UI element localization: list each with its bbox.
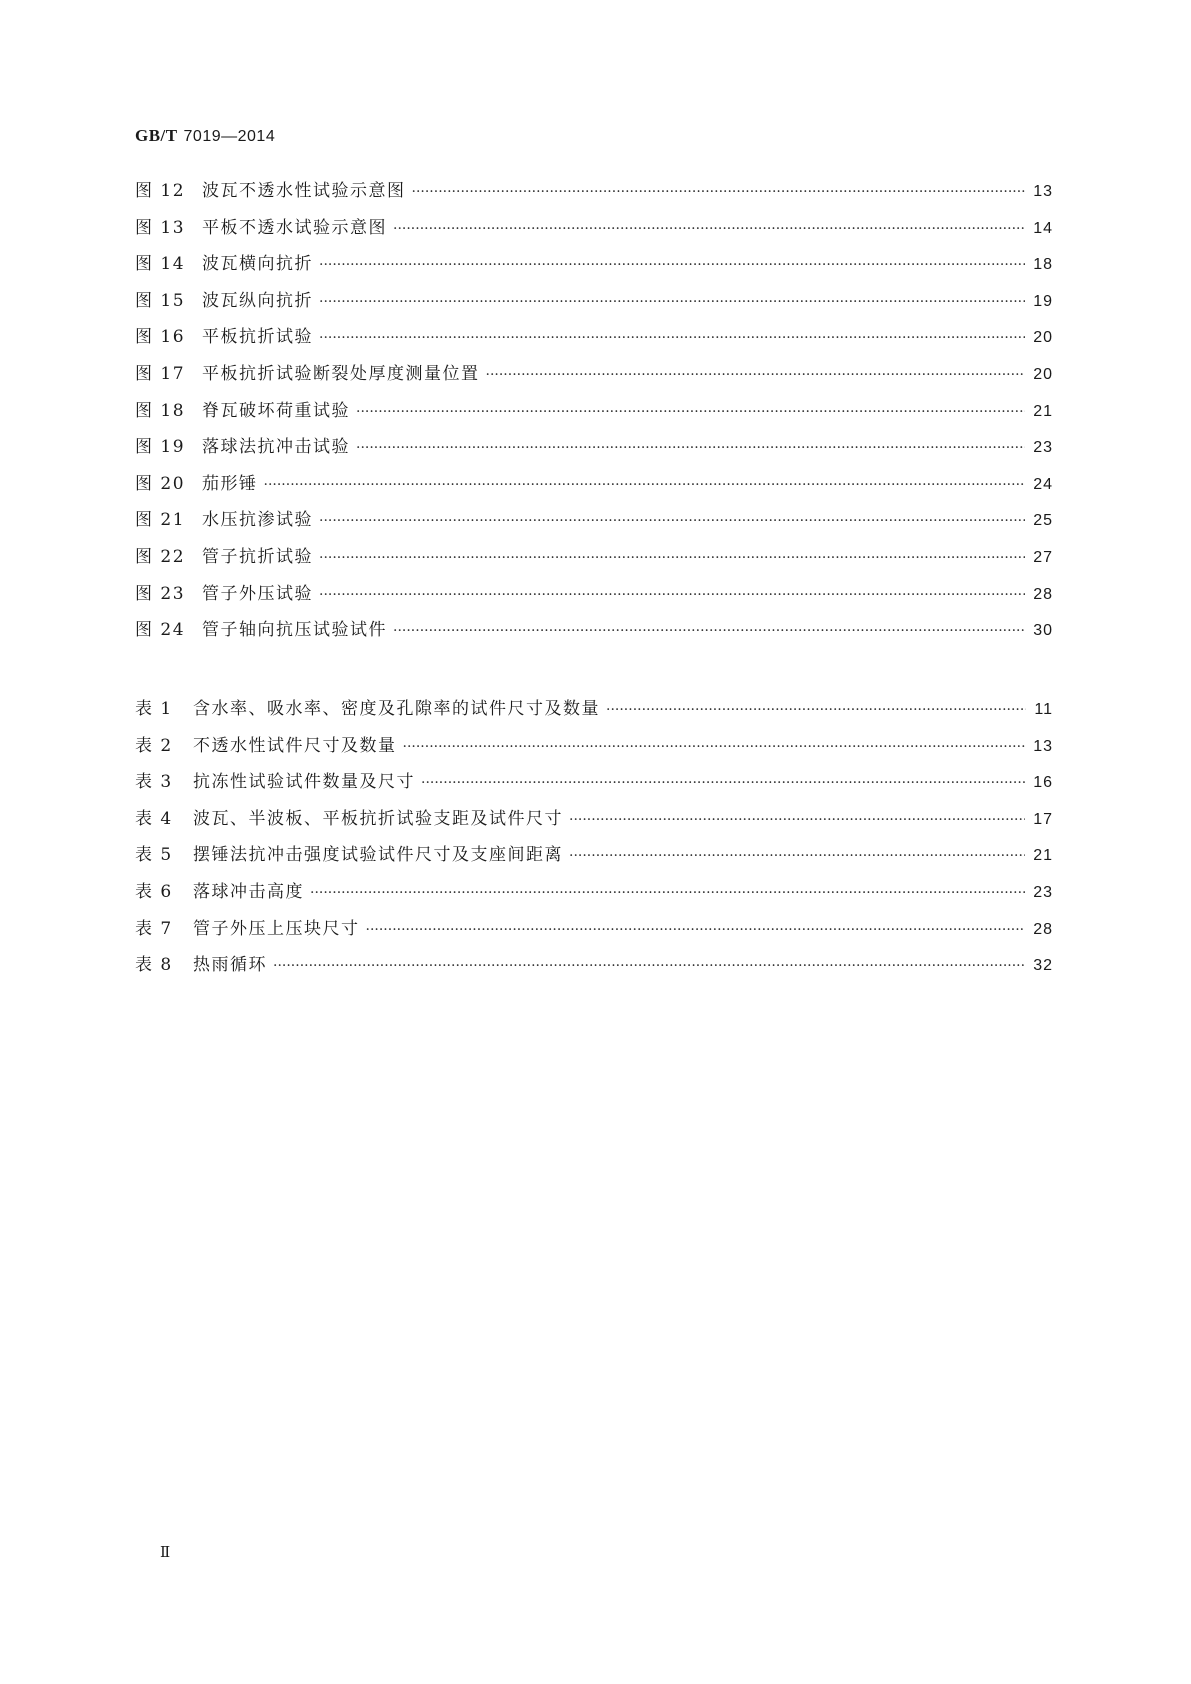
standard-number: 7019—2014 <box>183 128 276 145</box>
toc-entry-title: 摆锤法抗冲击强度试验试件尺寸及支座间距离 <box>193 845 563 866</box>
toc-leader-dots <box>569 848 1025 864</box>
toc-entry-page: 27 <box>1033 548 1053 566</box>
toc-leader-dots <box>319 257 1025 273</box>
toc-entry-page: 20 <box>1033 365 1053 383</box>
toc-entry-table[interactable] <box>135 840 1053 877</box>
toc-entry-title: 平板不透水试验示意图 <box>202 217 387 238</box>
toc-entry-page: 20 <box>1033 329 1053 347</box>
toc-entry-title: 管子抗折试验 <box>202 546 313 567</box>
toc-entry-figure[interactable] <box>135 505 1053 542</box>
toc-entry-title: 管子外压试验 <box>202 583 313 604</box>
toc-entry-page: 28 <box>1033 920 1053 938</box>
toc-entry-title: 平板抗折试验 <box>202 327 313 348</box>
toc-entry-title: 落球法抗冲击试验 <box>202 437 350 458</box>
toc-entry-label: 表 3 <box>135 772 173 793</box>
toc-leader-dots <box>486 367 1026 383</box>
toc-entry-title: 波瓦横向抗折 <box>202 254 313 275</box>
toc-entry-label: 图 20 <box>135 473 186 494</box>
toc-entry-label: 表 4 <box>135 808 173 829</box>
toc-entry-page: 18 <box>1033 256 1053 274</box>
toc-entry-title: 波瓦、半波板、平板抗折试验支距及试件尺寸 <box>193 808 563 829</box>
toc-entry-page: 13 <box>1033 183 1053 200</box>
toc-entry-title: 管子轴向抗压试验试件 <box>202 620 387 641</box>
toc-leader-dots <box>310 885 1025 901</box>
toc-entry-figure[interactable] <box>135 615 1053 652</box>
toc-leader-dots <box>403 739 1026 755</box>
toc-entry-page: 30 <box>1033 622 1053 640</box>
toc-entry-page: 23 <box>1033 883 1053 901</box>
toc-entry-title: 平板抗折试验断裂处厚度测量位置 <box>202 363 480 384</box>
toc-entry-label: 图 19 <box>135 437 186 458</box>
toc-entry-figure[interactable] <box>135 432 1053 469</box>
toc-entry-title: 含水率、吸水率、密度及孔隙率的试件尺寸及数量 <box>193 699 600 719</box>
toc-entry-label: 图 14 <box>135 254 186 275</box>
toc-entry-label: 图 24 <box>135 620 186 641</box>
toc-entry-label: 表 5 <box>135 845 173 866</box>
toc-entry-title: 热雨循环 <box>193 955 267 976</box>
figure-list <box>135 176 1053 652</box>
toc-entry-label: 图 16 <box>135 327 186 348</box>
toc-entry-table[interactable] <box>135 950 1053 987</box>
toc-entry-title: 茄形锤 <box>202 473 258 494</box>
toc-entry-label: 表 2 <box>135 735 173 756</box>
toc-entry-label: 图 17 <box>135 363 186 384</box>
toc-entry-page: 28 <box>1033 585 1053 603</box>
toc-entry-label: 图 12 <box>135 181 186 201</box>
toc-entry-table[interactable] <box>135 877 1053 914</box>
toc-leader-dots <box>273 958 1025 974</box>
toc-leader-dots <box>356 440 1025 456</box>
standard-code: GB/T <box>135 126 178 145</box>
toc-leader-dots <box>412 184 1026 200</box>
toc-entry-page: 11 <box>1034 701 1053 718</box>
toc-entry-title: 波瓦不透水性试验示意图 <box>202 181 406 201</box>
toc-entry-label: 表 1 <box>135 699 173 719</box>
toc-entry-figure[interactable] <box>135 396 1053 433</box>
toc-entry-figure[interactable] <box>135 359 1053 396</box>
toc-entry-label: 表 8 <box>135 955 173 976</box>
toc-entry-page: 21 <box>1033 847 1053 865</box>
toc-entry-page: 17 <box>1033 810 1053 828</box>
toc-leader-dots <box>393 221 1025 237</box>
toc-entry-figure[interactable] <box>135 542 1053 579</box>
toc-leader-dots <box>319 513 1025 529</box>
toc-entry-label: 图 18 <box>135 400 186 421</box>
toc-leader-dots <box>264 477 1026 493</box>
toc-entry-label: 表 7 <box>135 918 173 939</box>
toc-leader-dots <box>356 404 1025 420</box>
toc-entry-table[interactable] <box>135 804 1053 841</box>
toc-entry-page: 25 <box>1033 512 1053 530</box>
toc-entry-title: 落球冲击高度 <box>193 881 304 902</box>
toc-entry-title: 水压抗渗试验 <box>202 510 313 531</box>
toc-entry-table[interactable] <box>135 731 1053 768</box>
toc-entry-figure[interactable] <box>135 322 1053 359</box>
toc-entry-label: 表 6 <box>135 881 173 902</box>
toc-entry-figure[interactable] <box>135 249 1053 286</box>
toc-entry-title: 波瓦纵向抗折 <box>202 290 313 311</box>
toc-leader-dots <box>569 812 1025 828</box>
document-header <box>135 126 275 146</box>
toc-entry-figure[interactable] <box>135 286 1053 323</box>
toc-entry-title: 不透水性试件尺寸及数量 <box>193 735 397 756</box>
toc-entry-page: 13 <box>1033 737 1053 755</box>
toc-entry-title: 脊瓦破坏荷重试验 <box>202 400 350 421</box>
toc-leader-dots <box>319 330 1025 346</box>
toc-entry-page: 24 <box>1033 475 1053 493</box>
toc-entry-label: 图 23 <box>135 583 186 604</box>
toc-entry-figure[interactable] <box>135 469 1053 506</box>
toc-entry-title: 管子外压上压块尺寸 <box>193 918 360 939</box>
toc-entry-page: 16 <box>1033 774 1053 792</box>
toc-leader-dots <box>319 550 1025 566</box>
toc-entry-page: 23 <box>1033 439 1053 457</box>
toc-entry-page: 21 <box>1033 402 1053 420</box>
toc-leader-dots <box>393 623 1025 639</box>
toc-entry-figure[interactable] <box>135 579 1053 616</box>
toc-entry-label: 图 13 <box>135 217 186 238</box>
toc-entry-title: 抗冻性试验试件数量及尺寸 <box>193 772 415 793</box>
toc-entry-figure[interactable] <box>135 213 1053 250</box>
toc-entry-page: 19 <box>1033 292 1053 310</box>
toc-entry-table[interactable] <box>135 694 1053 731</box>
toc-leader-dots <box>319 587 1025 603</box>
toc-entry-table[interactable] <box>135 914 1053 951</box>
toc-entry-table[interactable] <box>135 767 1053 804</box>
toc-entry-label: 图 22 <box>135 546 186 567</box>
toc-leader-dots <box>366 922 1026 938</box>
table-list <box>135 694 1053 987</box>
toc-leader-dots <box>606 702 1026 718</box>
toc-entry-page: 32 <box>1033 957 1053 975</box>
toc-entry-figure[interactable] <box>135 176 1053 213</box>
toc-entry-label: 图 15 <box>135 290 186 311</box>
page-number: Ⅱ <box>160 1545 171 1561</box>
toc-entry-label: 图 21 <box>135 510 186 531</box>
toc-leader-dots <box>319 294 1025 310</box>
toc-entry-page: 14 <box>1033 219 1053 237</box>
toc-leader-dots <box>421 775 1025 791</box>
